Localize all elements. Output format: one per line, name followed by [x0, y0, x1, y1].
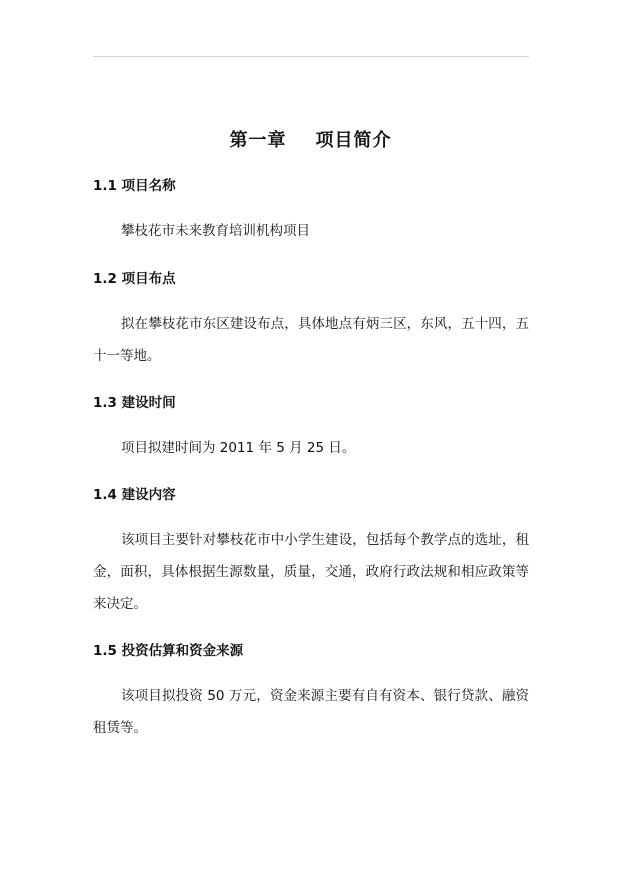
section-body-1-5: 该项目拟投资 50 万元，资金来源主要有自有资本、银行贷款、融资租赁等。	[93, 688, 529, 736]
section-heading-1-1: 1.1 项目名称	[93, 178, 176, 194]
section-body-1-4: 该项目主要针对攀枝花市中小学生建设，包括每个教学点的选址，租金，面积，具体根据生源数量，质量，交通，政府行政法规和相应政策等来决定。	[93, 532, 529, 612]
section-body-1-1: 攀枝花市未来教育培训机构项目	[121, 223, 310, 239]
section-body-1-2: 拟在攀枝花市东区建设布点，具体地点有炳三区，东风，五十四，五十一等地。	[93, 316, 529, 364]
chapter-title: 第一章 项目简介	[229, 130, 392, 151]
section-heading-1-2: 1.2 项目布点	[93, 271, 176, 287]
section-heading-1-5: 1.5 投资估算和资金来源	[93, 643, 244, 659]
page-header-rule	[93, 56, 529, 57]
section-body-1-3: 项目拟建时间为 2011 年 5 月 25 日。	[121, 440, 356, 456]
section-heading-1-3: 1.3 建设时间	[93, 395, 176, 411]
section-heading-1-4: 1.4 建设内容	[93, 487, 176, 503]
